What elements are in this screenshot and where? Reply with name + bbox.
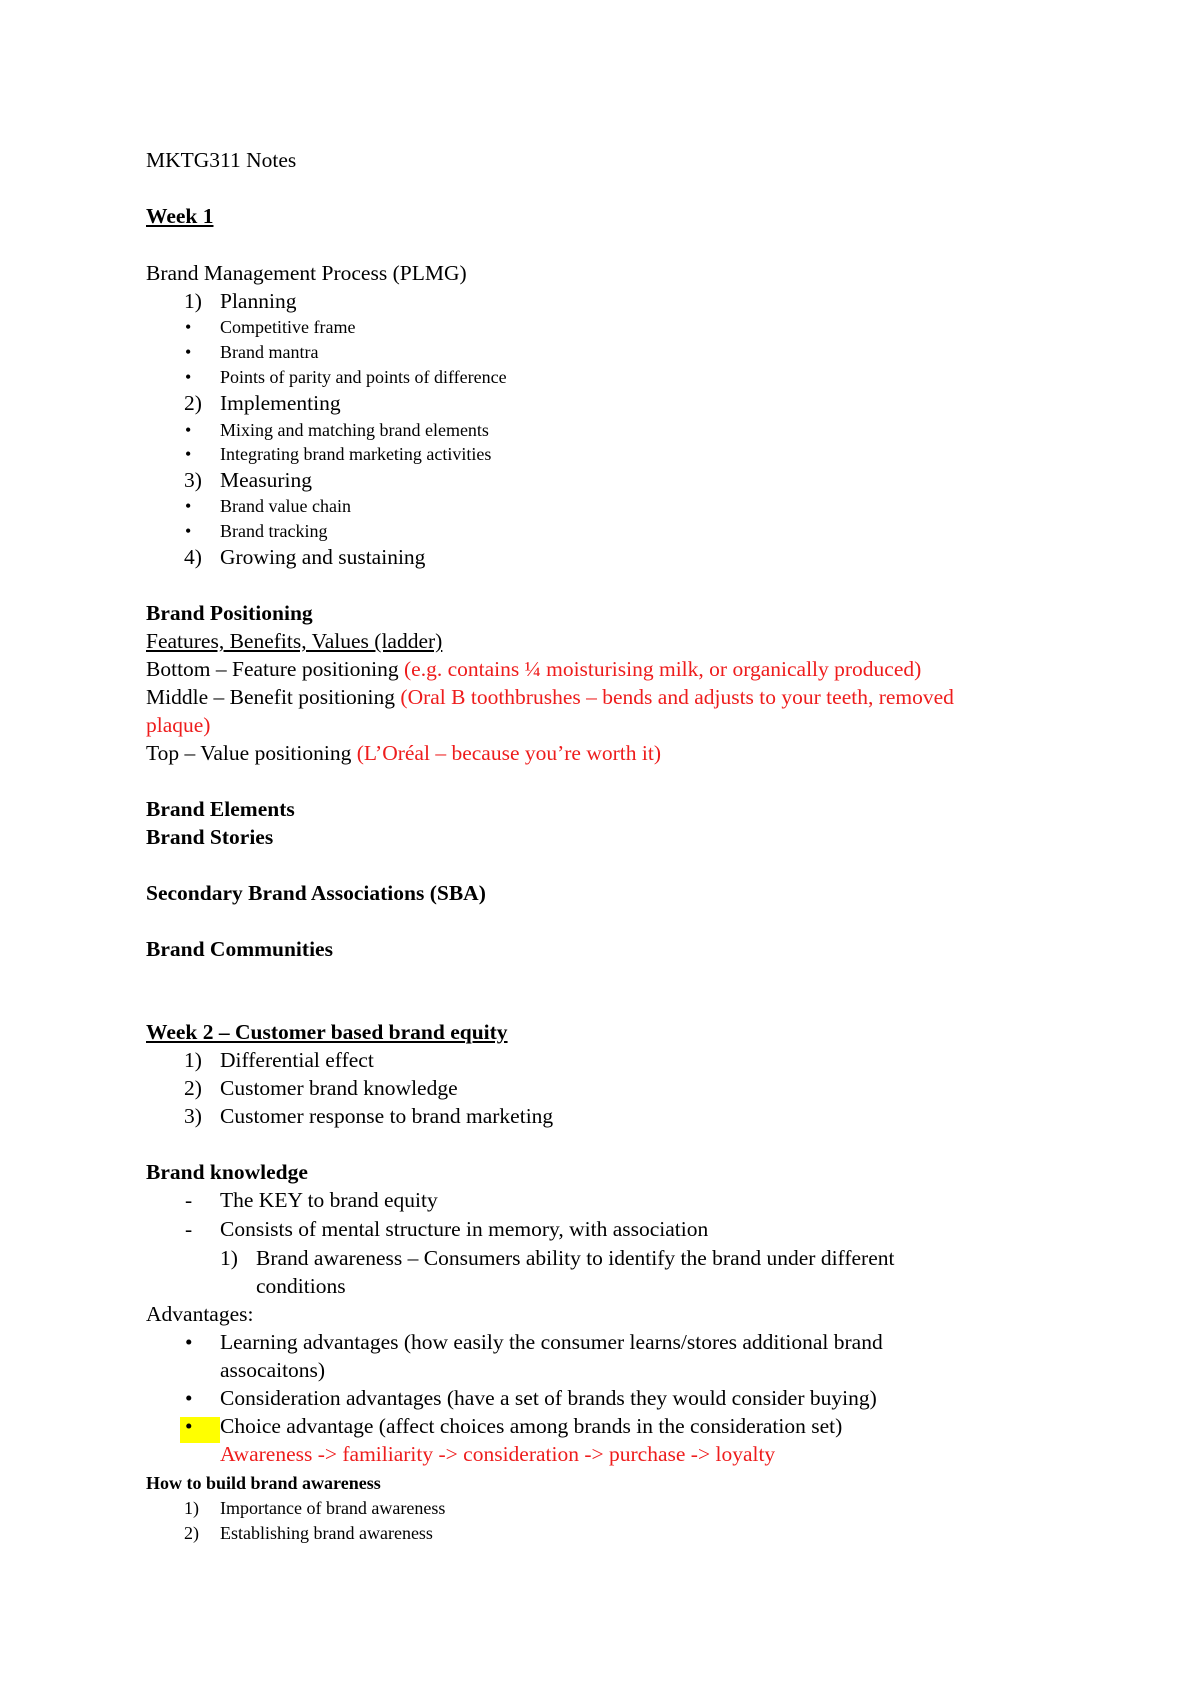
brand-communities-heading: Brand Communities xyxy=(146,937,333,961)
step-number: 1) xyxy=(184,1048,202,1072)
brand-stories-heading: Brand Stories xyxy=(146,825,274,849)
brand-elements-heading: Brand Elements xyxy=(146,797,295,821)
list-item: Mixing and matching brand elements xyxy=(220,420,489,440)
positioning-heading: Brand Positioning xyxy=(146,601,313,625)
list-item: Points of parity and points of difference xyxy=(220,367,507,387)
positioning-bottom-example: (e.g. contains ¼ moisturising milk, or organically produced) xyxy=(404,657,922,681)
bullet: • xyxy=(185,420,192,440)
list-item: Learning advantages (how easily the consumer learns/stores additional brand xyxy=(220,1330,883,1354)
list-item: Consists of mental structure in memory, with association xyxy=(220,1217,709,1241)
step-number: 4) xyxy=(184,545,202,569)
bullet: • xyxy=(185,444,192,464)
ladder-subheading: Features, Benefits, Values (ladder) xyxy=(146,629,443,653)
step-number: 1) xyxy=(184,1498,199,1518)
brand-knowledge-heading: Brand knowledge xyxy=(146,1160,308,1184)
dash: - xyxy=(185,1188,193,1212)
bullet: • xyxy=(185,1414,193,1438)
bullet: • xyxy=(185,521,192,541)
step-label: Differential effect xyxy=(220,1048,374,1072)
bullet: • xyxy=(185,317,192,337)
step-label: Customer response to brand marketing xyxy=(220,1104,554,1128)
bullet: • xyxy=(185,496,192,516)
step-label: Customer brand knowledge xyxy=(220,1076,458,1100)
list-item: Consideration advantages (have a set of brands they would consider buying) xyxy=(220,1386,877,1410)
step-number: 2) xyxy=(184,1523,199,1543)
list-item: Brand mantra xyxy=(220,342,319,362)
list-item: Choice advantage (affect choices among brands in the consideration set) xyxy=(220,1414,843,1438)
awareness-definition-cont: conditions xyxy=(256,1274,346,1298)
positioning-middle xyxy=(146,687,954,709)
list-item-cont: assocaitons) xyxy=(220,1358,326,1382)
list-item: Importance of brand awareness xyxy=(220,1498,446,1518)
step-number: 2) xyxy=(184,1076,202,1100)
positioning-top xyxy=(146,743,661,765)
list-item: Integrating brand marketing activities xyxy=(220,444,492,464)
awareness-chain: Awareness -> familiarity -> consideration -> purchase -> loyalty xyxy=(220,1442,776,1466)
step-number: 3) xyxy=(184,1104,202,1128)
step-number: 1) xyxy=(184,289,202,313)
bullet: • xyxy=(185,367,192,387)
dash: - xyxy=(185,1217,193,1241)
positioning-middle-example: (Oral B toothbrushes – bends and adjusts to your teeth, removed xyxy=(400,685,954,709)
positioning-bottom xyxy=(146,659,921,681)
positioning-top-example: (L’Oréal – because you’re worth it) xyxy=(356,741,661,765)
list-item: Brand tracking xyxy=(220,521,328,541)
process-title: Brand Management Process (PLMG) xyxy=(146,261,467,285)
week2-heading: Week 2 – Customer based brand equity xyxy=(146,1020,508,1044)
positioning-bottom-label: Bottom – Feature positioning xyxy=(146,657,404,681)
step-number: 3) xyxy=(184,468,202,492)
step-label: Implementing xyxy=(220,391,341,415)
sba-heading: Secondary Brand Associations (SBA) xyxy=(146,881,486,905)
positioning-top-label: Top – Value positioning xyxy=(146,741,357,765)
advantages-label: Advantages: xyxy=(146,1302,254,1326)
awareness-definition: Brand awareness – Consumers ability to identify the brand under different xyxy=(256,1246,895,1270)
list-item: The KEY to brand equity xyxy=(220,1188,438,1212)
step-label: Planning xyxy=(220,289,297,313)
step-label: Measuring xyxy=(220,468,312,492)
step-number: 1) xyxy=(220,1246,238,1270)
doc-title: MKTG311 Notes xyxy=(146,148,297,172)
positioning-middle-label: Middle – Benefit positioning xyxy=(146,685,401,709)
bullet: • xyxy=(185,1386,193,1410)
step-label: Growing and sustaining xyxy=(220,545,426,569)
list-item: Establishing brand awareness xyxy=(220,1523,433,1543)
bullet: • xyxy=(185,1330,193,1354)
list-item: Competitive frame xyxy=(220,317,356,337)
build-awareness-heading: How to build brand awareness xyxy=(146,1473,381,1493)
positioning-middle-example-cont: plaque) xyxy=(146,713,211,737)
step-number: 2) xyxy=(184,391,202,415)
list-item: Brand value chain xyxy=(220,496,351,516)
week1-heading: Week 1 xyxy=(146,204,214,228)
bullet: • xyxy=(185,342,192,362)
